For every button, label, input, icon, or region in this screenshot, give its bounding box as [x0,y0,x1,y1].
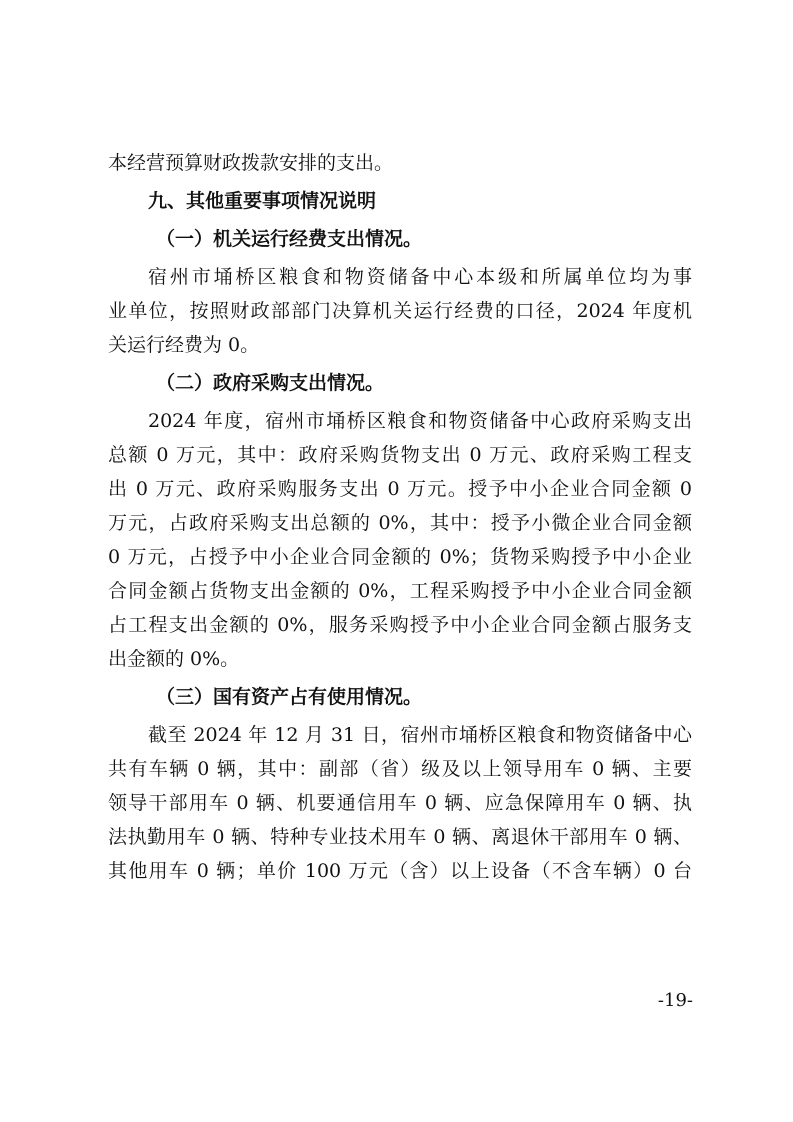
paragraph-line: 法执勤用车 0 辆、特种专业技术用车 0 辆、离退休干部用车 0 辆、 [108,826,692,848]
paragraph-line: 共有车辆 0 辆，其中：副部（省）级及以上领导用车 0 辆、主要 [108,758,692,780]
subsection-heading: （二）政府采购支出情况。 [156,372,385,394]
paragraph-line: 占工程支出金额的 0%，服务采购授予中小企业合同金额占服务支 [108,614,692,636]
paragraph-line: 关运行经费为 0。 [108,334,260,356]
paragraph-line: 领导干部用车 0 辆、机要通信用车 0 辆、应急保障用车 0 辆、执 [108,792,692,814]
document-body [108,146,692,888]
paragraph-line: 万元，占政府采购支出总额的 0%，其中：授予小微企业合同金额 [108,512,692,534]
section-heading: 九、其他重要事项情况说明 [148,190,377,212]
paragraph-line: 2024 年度，宿州市埇桥区粮食和物资储备中心政府采购支出 [148,410,692,432]
paragraph-line: 其他用车 0 辆；单价 100 万元（含）以上设备（不含车辆）0 台 [108,860,692,882]
paragraph-line: 截至 2024 年 12 月 31 日，宿州市埇桥区粮食和物资储备中心 [148,724,692,746]
subsection-heading: （三）国有资产占有使用情况。 [156,686,423,708]
subsection-heading: （一）机关运行经费支出情况。 [156,228,423,250]
paragraph-line: 出金额的 0%。 [108,648,240,670]
page-number: -19- [657,990,693,1011]
paragraph-line: 合同金额占货物支出金额的 0%，工程采购授予中小企业合同金额 [108,580,692,602]
paragraph-line: 业单位，按照财政部部门决算机关运行经费的口径，2024 年度机 [108,300,692,322]
paragraph-line: 出 0 万元、政府采购服务支出 0 万元。授予中小企业合同金额 0 [108,478,692,500]
text-line: 本经营预算财政拨款安排的支出。 [108,152,394,174]
paragraph-line: 0 万元，占授予中小企业合同金额的 0%；货物采购授予中小企业 [108,546,692,568]
paragraph-line: 宿州市埇桥区粮食和物资储备中心本级和所属单位均为事 [148,266,692,288]
paragraph-line: 总额 0 万元，其中：政府采购货物支出 0 万元、政府采购工程支 [108,444,692,466]
